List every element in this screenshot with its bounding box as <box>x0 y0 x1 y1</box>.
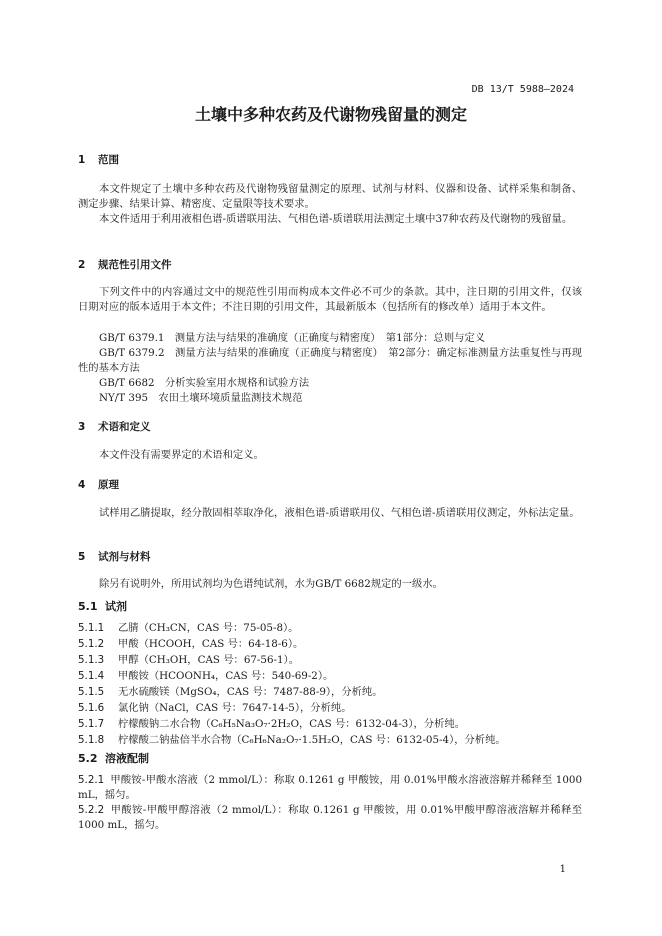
item-number: 5.1.2 <box>78 638 105 650</box>
subsection-heading-solution-preparation <box>78 752 149 766</box>
reference-item: GB/T 6379.1 测量方法与结果的准确度（正确度与精密度） 第1部分：总则与定义 <box>99 332 486 344</box>
item-number: 5.1.5 <box>78 686 105 698</box>
reagent-item <box>78 685 582 700</box>
section-title: 原理 <box>98 479 119 491</box>
paragraph: 除另有说明外，所用试剂均为色谱纯试剂，水为GB/T 6682规定的一级水。 <box>99 578 443 590</box>
reference-item: GB/T 6379.2 测量方法与结果的准确度（正确度与精密度） 第2部分：确定标准测量方法重复性与再现性的基本方法 <box>78 347 582 374</box>
item-number: 5.2.1 <box>78 774 105 786</box>
subsection-number: 5.2 <box>78 752 98 765</box>
reference-item: GB/T 6682 分析实验室用水规格和试验方法 <box>99 377 310 389</box>
section-title: 试剂与材料 <box>98 551 151 563</box>
section-number: 3 <box>78 421 86 433</box>
subsection-heading-reagents <box>78 600 127 614</box>
item-text: 乙腈（CH₃CN，CAS 号：75-05-8）。 <box>118 622 299 634</box>
section-number: 4 <box>78 479 86 491</box>
paragraph: 本文件适用于利用液相色谱-质谱联用法、气相色谱-质谱联用法测定土壤中37种农药及代谢物的残留量。 <box>99 213 573 225</box>
paragraph: 本文件规定了土壤中多种农药及代谢物残留量测定的原理、试剂与材料、仪器和设备、试样采集和制备、测定步骤、结果计算、精密度、定量限等技术要求。 <box>78 183 582 210</box>
item-text: 柠檬酸钠二水合物（C₆H₅Na₃O₇·2H₂O，CAS 号：6132-04-3），分析纯。 <box>118 718 465 730</box>
page-number: 1 <box>559 864 566 875</box>
item-text: 柠檬酸二钠盐倍半水合物（C₆H₆Na₂O₇·1.5H₂O，CAS 号：6132-05-4），分析纯。 <box>118 734 506 746</box>
reagent-item <box>78 637 582 652</box>
reagent-item <box>78 733 582 748</box>
item-text: 甲酸铵（HCOONH₄，CAS 号：540-69-2）。 <box>118 670 334 682</box>
paragraph: 下列文件中的内容通过文中的规范性引用而构成本文件必不可少的条款。其中，注日期的引用文件，仅该日期对应的版本适用于本文件；不注日期的引用文件，其最新版本（包括所有的修改单）适用于本文件。 <box>78 286 582 313</box>
document-title: 土壤中多种农药及代谢物残留量的测定 <box>194 105 467 124</box>
reference-item: NY/T 395 农田土壤环境质量监测技术规范 <box>99 392 303 404</box>
subsection-number: 5.1 <box>78 600 98 613</box>
item-number: 5.1.4 <box>78 670 105 682</box>
paragraph: 试样用乙腈提取，经分散固相萃取净化，液相色谱-质谱联用仪、气相色谱-质谱联用仪测定，外标法定量。 <box>99 507 580 519</box>
item-number: 5.1.3 <box>78 654 105 666</box>
item-number: 5.1.1 <box>78 622 105 634</box>
reagent-item <box>78 621 582 636</box>
item-text: 甲醇（CH₃OH，CAS 号：67-56-1）。 <box>118 654 299 666</box>
section-heading-reagents-materials <box>78 550 151 564</box>
section-title: 规范性引用文件 <box>98 259 172 271</box>
subsection-title: 试剂 <box>105 600 127 613</box>
solution-item <box>78 773 582 803</box>
item-text: 甲酸铵-甲酸水溶液（2 mmol/L）：称取 0.1261 g 甲酸铵，用 0.01%甲酸水溶液溶解并稀释至 1000 mL，摇匀。 <box>78 774 582 801</box>
item-number: 5.1.8 <box>78 734 105 746</box>
item-number: 5.2.2 <box>78 804 105 816</box>
section-heading-terms <box>78 420 151 434</box>
reagent-item <box>78 669 582 684</box>
section-number: 2 <box>78 259 86 271</box>
item-text: 甲酸铵-甲酸甲醇溶液（2 mmol/L）：称取 0.1261 g 甲酸铵，用 0.01%甲酸甲醇溶液溶解并稀释至 1000 mL，摇匀。 <box>78 804 582 831</box>
reagent-item <box>78 701 582 716</box>
item-number: 5.1.7 <box>78 718 105 730</box>
subsection-title: 溶液配制 <box>105 752 149 765</box>
section-heading-normative-references <box>78 258 172 272</box>
reagent-item <box>78 653 582 668</box>
section-title: 范围 <box>98 154 119 166</box>
item-text: 氯化钠（NaCl，CAS 号：7647-14-5），分析纯。 <box>118 702 352 714</box>
section-title: 术语和定义 <box>98 421 151 433</box>
section-number: 5 <box>78 551 86 563</box>
paragraph: 本文件没有需要界定的术语和定义。 <box>99 449 264 461</box>
item-text: 无水硫酸镁（MgSO₄，CAS 号：7487-88-9），分析纯。 <box>118 686 383 698</box>
solution-item <box>78 803 582 833</box>
item-number: 5.1.6 <box>78 702 105 714</box>
section-heading-scope <box>78 153 119 167</box>
section-number: 1 <box>78 154 86 166</box>
item-text: 甲酸（HCOOH，CAS 号：64-18-6）。 <box>118 638 304 650</box>
section-heading-principle <box>78 478 119 492</box>
standard-code: DB 13/T 5988—2024 <box>471 84 574 95</box>
reagent-item <box>78 717 582 732</box>
